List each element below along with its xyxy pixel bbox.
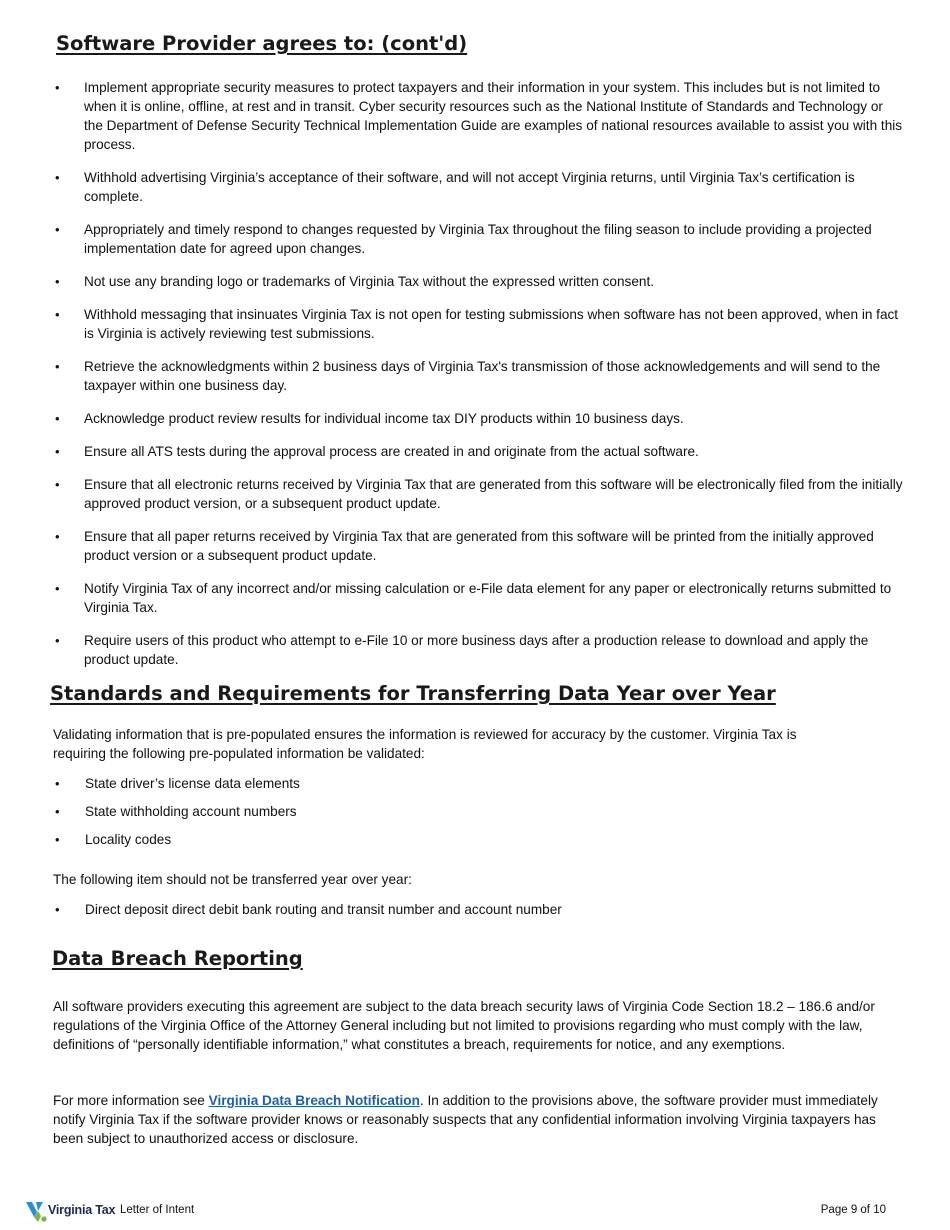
bullet-icon: • [55, 80, 60, 95]
bullet-icon: • [55, 581, 60, 596]
list-item: • Acknowledge product review results for individual income tax DIY products within 10 business days. [55, 411, 684, 426]
virginia-tax-logo-icon [24, 1199, 50, 1223]
bullet-icon: • [55, 902, 60, 917]
provider-requirements-list [52, 78, 904, 683]
bullet-icon: • [55, 274, 60, 289]
bullet-icon: • [55, 804, 60, 819]
bullet-icon: • [55, 411, 60, 426]
list-item: • Withhold messaging that insinuates Virginia Tax is not open for testing submissions when software has not been approved, when in fact is Virginia is actively reviewing test submissions. [55, 307, 899, 341]
list-item: • Require users of this product who attempt to e-File 10 or more business days after a production release to download and apply the product update. [55, 633, 869, 667]
bullet-icon: • [55, 832, 60, 847]
list-item: • Ensure that all electronic returns received by Virginia Tax that are generated from this software will be electronically filed from the initially approved product version, or a subsequent product update. [55, 477, 903, 511]
list-item: • Notify Virginia Tax of any incorrect and/or missing calculation or e-File data element for any paper or electronically returns submitted to Virginia Tax. [55, 581, 892, 615]
list-item: • Appropriately and timely respond to changes requested by Virginia Tax throughout the filing season to include providing a projected implementation date for agreed upon changes. [55, 222, 872, 256]
section-heading-provider-contd: Software Provider agrees to: (cont'd) [56, 32, 468, 55]
list-item: • Locality codes [55, 832, 172, 847]
bullet-icon: • [55, 477, 60, 492]
section-heading-data-breach: Data Breach Reporting [52, 947, 303, 970]
not-transferred-list [52, 900, 752, 919]
document-title: Letter of Intent [120, 1204, 195, 1216]
data-breach-notification-link[interactable]: Virginia Data Breach Notification [208, 1093, 420, 1108]
bullet-icon: • [55, 359, 60, 374]
bullet-icon: • [55, 307, 60, 322]
not-transferred-intro: The following item should not be transferred year over year: [53, 872, 412, 887]
breach-laws-paragraph: All software providers executing this agreement are subject to the data breach security laws of Virginia Code Section 18.2 – 186.6 and/or regulations of the Virginia Office of the Attorney General including but not limited to provisions regarding who must comply with the law, definitions of “personally identifiable information,” what constitutes a breach, requirements for notice, and any exemptions. [53, 999, 875, 1052]
list-item: • Ensure that all paper returns received by Virginia Tax that are generated from this software will be printed from the initially approved product version or a subsequent product update. [55, 529, 874, 563]
standards-intro-paragraph: Validating information that is pre-populated ensures the information is reviewed for accuracy by the customer. Virginia Tax is requiring the following pre-populated information be validated: [53, 727, 797, 761]
brand-name: Virginia Tax [48, 1203, 116, 1217]
section-heading-standards: Standards and Requirements for Transferring Data Year over Year [50, 682, 776, 705]
list-item: • Implement appropriate security measures to protect taxpayers and their information in your system. This includes but is not limited to when it is online, offline, at rest and in transit. Cyber security resources such as the National Institute of Standards and Technology or the Department of Defense Security Technical Implementation Guide are examples of national resources available to assist you with this process. [55, 80, 903, 152]
bullet-icon: • [55, 170, 60, 185]
validated-items-list [52, 774, 752, 858]
bullet-icon: • [55, 633, 60, 648]
bullet-icon: • [55, 444, 60, 459]
list-item: • State driver’s license data elements [55, 776, 300, 791]
list-item: • Withhold advertising Virginia’s acceptance of their software, and will not accept Virginia returns, until Virginia Tax’s certification is complete. [55, 170, 855, 204]
page-footer [24, 1199, 894, 1223]
list-item: • Not use any branding logo or trademarks of Virginia Tax without the expressed written consent. [55, 274, 654, 289]
list-item: • Retrieve the acknowledgments within 2 business days of Virginia Tax's transmission of those acknowledgements and will send to the taxpayer within one business day. [55, 359, 881, 393]
page-number: Page 9 of 10 [820, 1204, 886, 1216]
bullet-icon: • [55, 776, 60, 791]
list-item: • Direct deposit direct debit bank routing and transit number and account number [55, 902, 562, 917]
list-item: • Ensure all ATS tests during the approval process are created in and originate from the actual software. [55, 444, 699, 459]
bullet-icon: • [55, 529, 60, 544]
list-item: • State withholding account numbers [55, 804, 297, 819]
breach-notification-paragraph: For more information see Virginia Data Breach Notification. In addition to the provisions above, the software provider must immediately notify Virginia Tax if the software provider knows or reasonably suspects that any confidential information involving Virginia taxpayers has been subject to unauthorized access or disclosure. [53, 1093, 878, 1146]
bullet-icon: • [55, 222, 60, 237]
